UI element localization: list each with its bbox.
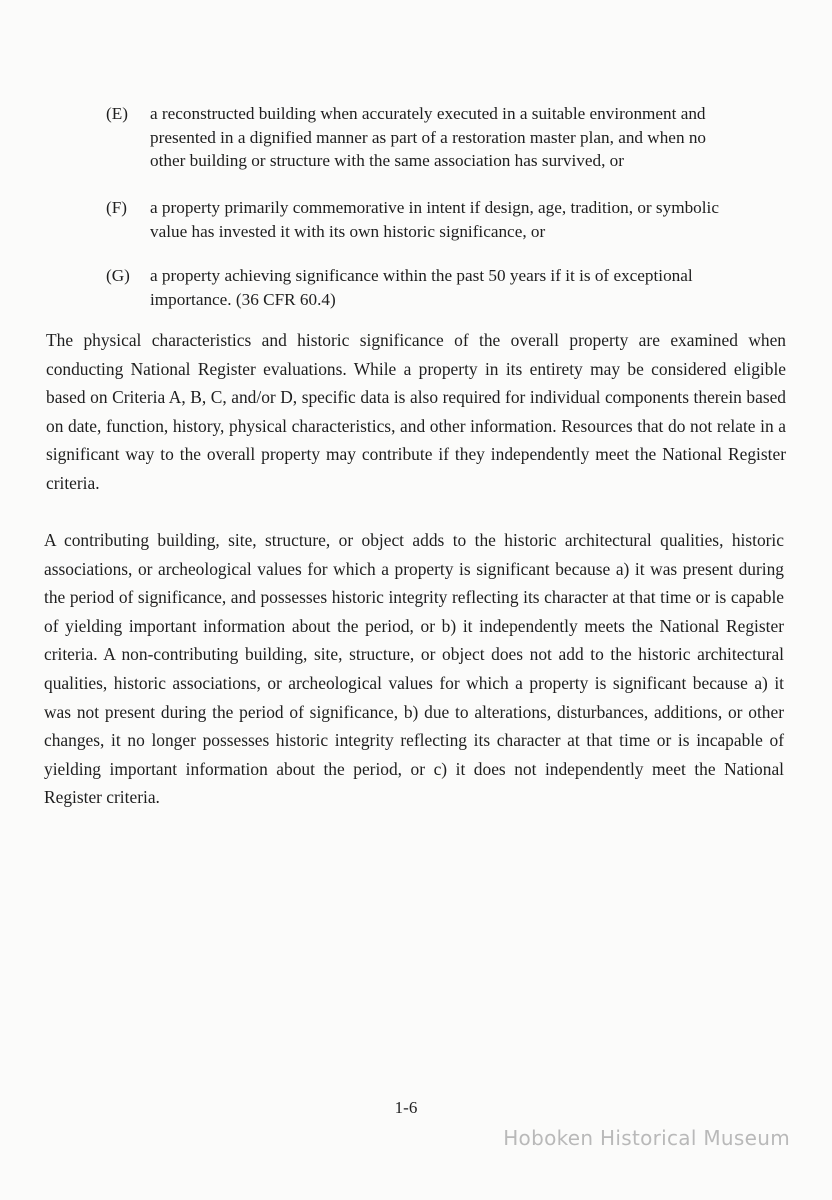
body-paragraph: The physical characteristics and historic significance of the overall property are examined when conducting National Register evaluations. While a property in its entirety may be considered eligible based on Criteria A, B, C, and/or D, specific data is also required for individual components therein based on date, function, history, physical characteristics, and other information. Resources that do not relate in a significant way to the overall property may contribute if they independently meet the National Register criteria.: [46, 330, 786, 493]
criterion-letter: (E): [106, 104, 128, 123]
body-paragraph: A contributing building, site, structure, or object adds to the historic architectural qualities, historic associations, or archeological values for which a property is significant because a) it was present during the period of significance, and possesses historic integrity reflecting its character at that time or is capable of yielding important information about the period, or b) it independently meets the National Register criteria. A non-contributing building, site, structure, or object does not add to the historic architectural qualities, historic associations, or archeological values for which a property is significant because a) it was not present during the period of significance, b) due to alterations, disturbances, additions, or other changes, it no longer possesses historic integrity reflecting its character at that time or is incapable of yielding important information about the period, or c) it does not independently meet the National Register criteria.: [44, 530, 784, 808]
criterion-e: [106, 102, 736, 173]
criterion-letter: (F): [106, 198, 128, 217]
criterion-letter: (G): [106, 266, 130, 285]
page-number: 1-6: [394, 1098, 418, 1117]
criterion-text: a property achieving significance within the past 50 years if it is of exceptional importance. (36 CFR 60.4): [150, 266, 693, 309]
watermark: Hoboken Historical Museum: [503, 1126, 790, 1150]
criterion-text: a reconstructed building when accurately executed in a suitable environment and presented in a dignified manner as part of a restoration master plan, and when no other building or structure with the same association has survived, or: [150, 104, 707, 170]
criterion-g: [106, 264, 736, 311]
criterion-text: a property primarily commemorative in intent if design, age, tradition, or symbolic value has invested it with its own historic significance, or: [150, 198, 719, 241]
criterion-f: [106, 196, 736, 243]
